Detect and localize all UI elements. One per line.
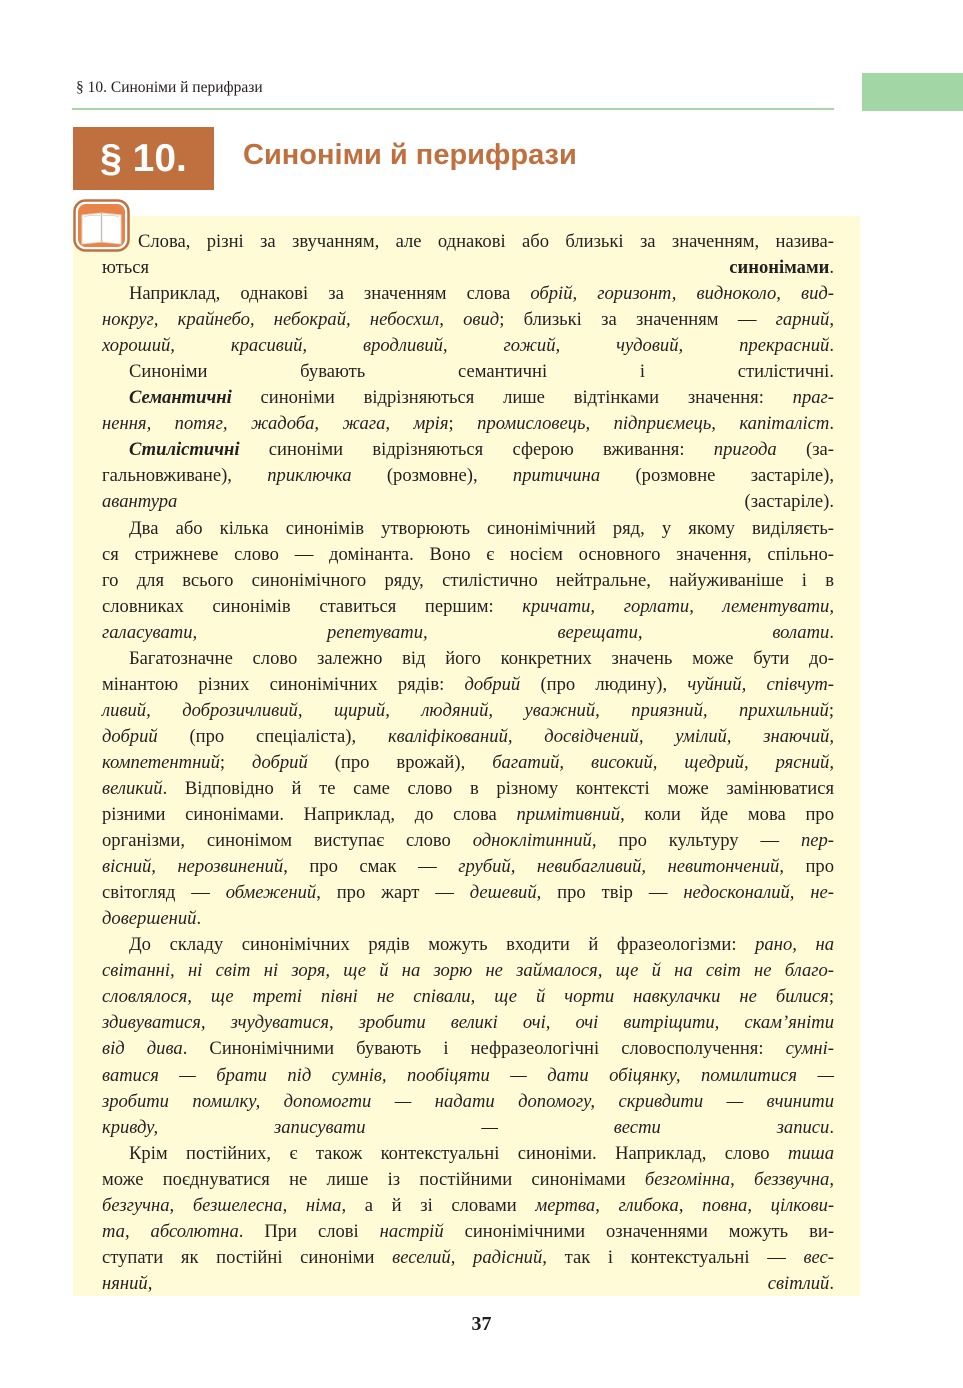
emphasized-term: зробити помилку, допомогти — надати допомогу, скривдити — вчинити (102, 1090, 834, 1112)
text-run: , про твір — (536, 882, 684, 904)
page-number: 37 (471, 1313, 492, 1335)
emphasized-term: добрий (102, 725, 158, 747)
text-run: (про спеціаліста), (157, 725, 388, 747)
text-run: , (169, 1194, 193, 1216)
text-run: може поєднуватися не лише із постійними синонімами (102, 1168, 645, 1190)
emphasized-term: безгучна (102, 1194, 170, 1216)
emphasized-term: синонімами (729, 257, 830, 279)
emphasized-term: нокруг, крайнебо, небокрай, небосхил, овид (102, 309, 500, 331)
text-run: , про смак — (283, 856, 459, 878)
chapter-tab (862, 73, 963, 111)
text-run: Слова, різні за звучанням, але однакові або близькі за значенням, назива- (138, 231, 834, 252)
text-run: ; (219, 751, 253, 773)
emphasized-term: настрій (379, 1220, 444, 1242)
emphasized-term: ватися — брати під сумнів, пообіцяти — дати обіцянку, помилитися — (102, 1064, 834, 1086)
emphasized-term: грубий, невибагливий, невитончений (458, 856, 780, 878)
emphasized-term: здивуватися, зчудуватися, зробити великі очі, очі витріщити, скам’яніти (102, 1012, 834, 1034)
emphasized-term: словлялося, ще треті півні не співали, ще й чорти навкулачки не билися (102, 986, 829, 1008)
emphasized-term: галасувати, репетувати, верещати, волати (102, 621, 830, 643)
text-run: , (450, 1246, 474, 1268)
text-run: різними синонімами. Наприклад, до слова (102, 804, 517, 826)
text-run: , (147, 1272, 768, 1294)
text-run: . (829, 1272, 834, 1294)
paragraph (102, 281, 834, 359)
text-run: (розмовне застаріле), (600, 465, 834, 487)
text-run: , (730, 1168, 754, 1190)
text-run: Багатозначне слово залежно від його конкретних значень може бути до- (129, 647, 834, 669)
text-run: До складу синонімічних рядів можуть входити й фразеологізми: (129, 934, 756, 956)
emphasized-term: німа (305, 1194, 342, 1216)
emphasized-term: вісний, нерозвинений (102, 856, 284, 878)
text-run: словниках синонімів ставиться першим: (102, 595, 523, 617)
text-run: . (196, 908, 202, 930)
emphasized-term: ливий, доброзичливий, щирий, людяний, уважний, приязний, прихильний (102, 699, 829, 721)
emphasized-term: промисловець, підприємець, капіталіст (477, 413, 830, 435)
text-run: синоніми відрізняються сферою вживання: (239, 439, 714, 461)
text-run: (розмовне), (351, 465, 513, 487)
emphasized-term: багатий, високий, щедрий, рясний, (492, 751, 834, 773)
text-run: , про жарт — (316, 882, 470, 904)
text-run: , коли йде мова про (620, 804, 834, 826)
text-run: . (829, 621, 834, 643)
text-run: ; (448, 413, 478, 435)
text-run: ; (828, 699, 834, 721)
emphasized-term: дешевий (469, 882, 537, 904)
text-run: . (829, 413, 834, 435)
text-run: (про врожай), (307, 751, 493, 773)
text-run: , так і контекстуальні — (542, 1246, 804, 1268)
emphasized-term: гарний, (775, 309, 834, 331)
paragraph (102, 516, 834, 646)
text-run: ступати як постійні синоніми (102, 1246, 393, 1268)
text-run: , (124, 1220, 151, 1242)
emphasized-term: кричати, горлати, лементувати, (522, 595, 834, 617)
text-run: , (747, 1194, 771, 1216)
text-run: , (678, 1194, 703, 1216)
text-run: . Відповідно й те саме слово в різному контексті може замінюватися (162, 777, 834, 799)
emphasized-term: одноклітинний (472, 830, 592, 852)
section-title: Синоніми й перифрази (243, 139, 577, 171)
emphasized-term: Стилістичні (129, 439, 240, 461)
emphasized-term: недосконалий, не- (683, 882, 834, 904)
paragraph (102, 932, 834, 1140)
emphasized-term: глибока (618, 1194, 679, 1216)
emphasized-term: безгомінна (644, 1168, 731, 1190)
text-run: ; близькі за значенням — (499, 309, 776, 331)
text-run: мінантою різних синонімічних рядів: (102, 673, 465, 695)
emphasized-term: мертва (535, 1194, 596, 1216)
emphasized-term: радісний (473, 1246, 543, 1268)
text-run: . (829, 257, 834, 279)
paragraph (102, 1141, 834, 1297)
emphasized-term: веселий (392, 1246, 451, 1268)
emphasized-term: компетентний (102, 751, 220, 773)
text-run: . Синонімічними бувають і нефразеологічні словосполучення: (182, 1038, 786, 1060)
emphasized-term: великий (102, 777, 163, 799)
running-head: § 10. Синоніми й перифрази (76, 79, 263, 96)
emphasized-term: цілкови- (770, 1194, 835, 1216)
emphasized-term: добрий (464, 673, 521, 695)
text-run: Крім постійних, є також контекстуальні синоніми. Наприклад, слово (129, 1142, 788, 1164)
paragraph (102, 385, 834, 437)
text-run: го для всього синонімічного ряду, стилістично нейтральне, найуживаніше і в (102, 569, 834, 591)
text-run: . При слові (238, 1220, 380, 1242)
text-run: , (829, 1168, 834, 1190)
emphasized-term: добрий (252, 751, 308, 773)
emphasized-term: притичина (512, 465, 601, 487)
text-run: організми, синонімом виступає слово (102, 830, 473, 852)
text-run: , про (779, 856, 835, 878)
emphasized-term: сумні- (785, 1038, 834, 1060)
emphasized-term: вес- (803, 1246, 834, 1268)
emphasized-term: нення, потяг, жадоба, жага, мрія (102, 413, 449, 435)
text-run: ються (102, 257, 730, 279)
section-number: § 10. (73, 127, 214, 190)
emphasized-term: рано, на (755, 934, 835, 956)
emphasized-term: Семантичні (129, 387, 232, 409)
emphasized-term: обмежений (225, 882, 317, 904)
emphasized-term: авантура (102, 491, 178, 513)
paragraph (102, 646, 834, 933)
text-run: , а й зі словами (341, 1194, 536, 1216)
text-run: Два або кілька синонімів утворюють синонімічний ряд, у якому виділяєть- (129, 517, 834, 539)
paragraph (102, 437, 834, 515)
text-run: . (829, 335, 834, 357)
text-run: . (829, 1116, 834, 1138)
text-run: , (282, 1194, 306, 1216)
emphasized-term: няний (102, 1272, 148, 1294)
text-run: синоніми відрізняються лише відтінками значення: (231, 387, 793, 409)
emphasized-term: примітивний (516, 804, 621, 826)
text-run: Наприклад, однакові за значенням слова (129, 283, 531, 305)
emphasized-term: довершений (102, 908, 197, 930)
emphasized-term: світлий (767, 1272, 830, 1294)
emphasized-term: світанні, ні світ ні зоря, ще й на зорю не займалося, ще й на світ не благо- (102, 960, 834, 982)
text-run: світогляд — (102, 882, 226, 904)
emphasized-term: пригода (713, 439, 777, 461)
emphasized-term: пер- (800, 830, 834, 852)
text-run: (за- (776, 439, 834, 461)
text-run: Синоніми бувають семантичні і стилістичні. (129, 361, 834, 383)
text-run: , (595, 1194, 619, 1216)
emphasized-term: абсолютна (150, 1220, 239, 1242)
emphasized-term: та (102, 1220, 125, 1242)
emphasized-term: праг- (792, 387, 834, 409)
text-run: (застаріле). (177, 491, 834, 513)
emphasized-term: кривду, записувати — вести записи (102, 1116, 830, 1138)
text-run: (про людину), (520, 673, 688, 695)
emphasized-term: обрій, горизонт, видноколо, вид- (530, 283, 834, 305)
emphasized-term: від дива (102, 1038, 183, 1060)
emphasized-term: кваліфікований, досвідчений, умілий, знаючий, (387, 725, 834, 747)
emphasized-term: беззвучна (754, 1168, 830, 1190)
emphasized-term: повна (702, 1194, 748, 1216)
text-run: гальновживане), (102, 465, 268, 487)
emphasized-term: приключка (267, 465, 352, 487)
paragraph (102, 359, 834, 385)
text-run: , про культуру — (591, 830, 801, 852)
text-run: ся стрижневе слово — домінанта. Воно є носієм основного значення, спільно- (102, 543, 834, 565)
emphasized-term: безшелесна (192, 1194, 283, 1216)
rule-text (102, 229, 834, 1297)
emphasized-term: тиша (787, 1142, 834, 1164)
paragraph (102, 229, 834, 281)
text-run: синонімічними означеннями можуть ви- (443, 1220, 835, 1242)
emphasized-term: хороший, красивий, вродливий, гожий, чудовий, прекрасний (102, 335, 830, 357)
emphasized-term: чуйний, співчут- (687, 673, 834, 695)
text-run: ; (828, 986, 834, 1008)
header-divider (72, 108, 834, 110)
